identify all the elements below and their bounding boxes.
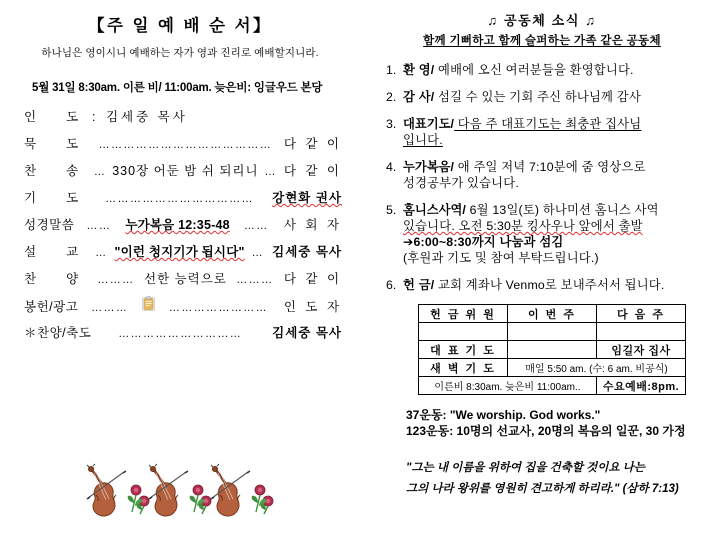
- news-item-body: [403, 116, 710, 148]
- table-cell: 새 벽 기 도: [419, 359, 508, 377]
- order-row: [24, 269, 342, 296]
- news-item-slash: /: [462, 203, 467, 217]
- order-row-dots: …: [93, 166, 107, 178]
- table-cell: [419, 323, 508, 341]
- table-cell: [508, 341, 597, 359]
- order-row-dots: ………: [236, 274, 274, 286]
- news-item-number: 6.: [386, 278, 397, 292]
- news-item-number: 3.: [386, 117, 397, 131]
- news-item-slash: /: [450, 160, 455, 174]
- news-item-slash: /: [430, 90, 435, 104]
- table-row: [419, 341, 686, 359]
- news-item-text: 예배에 오신 여러분들을 환영합니다.: [434, 63, 634, 77]
- order-row-value: 사 회 자: [283, 218, 342, 232]
- table-cell: 이른비 8:30am. 늦은비 11:00am..: [419, 377, 597, 395]
- table-cell: [597, 323, 686, 341]
- order-row-dots: ……: [86, 220, 112, 232]
- slogan-line: 123운동: 10명의 선교사, 20명의 복음의 일꾼, 30 가정: [406, 424, 686, 438]
- verse-line: "그는 내 이름을 위하여 집을 건축할 것이요 나는: [406, 462, 645, 474]
- order-row: [24, 296, 342, 323]
- news-item-number: 5.: [386, 203, 397, 217]
- order-row-value: 다 같 이: [283, 272, 343, 286]
- news-item-continuation: 성경공부가 있습니다.: [403, 176, 519, 190]
- order-row-value: 다 같 이: [283, 164, 342, 178]
- order-row-dots: …: [251, 247, 265, 259]
- news-item-keyword: 대표기도: [403, 117, 451, 131]
- worship-order-list: [24, 107, 342, 350]
- news-item-slash: /: [430, 278, 435, 292]
- news-item-body: [403, 202, 710, 266]
- community-news-subtitle: 함께 기뻐하고 함께 슬퍼하는 가족 같은 공동체: [423, 35, 661, 47]
- news-item: [386, 159, 710, 191]
- news-item-continuation: ➔6:00~8:30까지 나눔과 섬김: [403, 235, 564, 249]
- news-item-number: 1.: [386, 63, 397, 77]
- order-row-label: 찬 송: [24, 164, 79, 178]
- table-cell: [508, 323, 597, 341]
- table-row: [419, 377, 686, 395]
- bible-verse-block: [406, 458, 710, 500]
- table-header-row: [419, 305, 686, 323]
- order-row-label: 봉헌/광고: [24, 300, 79, 314]
- news-item-keyword: 홈니스사역: [403, 203, 463, 217]
- news-item: [386, 277, 710, 293]
- order-row-label: 묵 도: [24, 137, 79, 151]
- violin-roses-decoration: [86, 462, 286, 526]
- news-item-continuation: 입니다.: [403, 133, 443, 147]
- news-item-keyword: 감 사: [403, 90, 431, 104]
- table-cell: 매일 5:50 am. (수: 6 am. 비공식): [508, 359, 686, 377]
- worship-order-subtitle: 하나님은 영이시니 예배하는 자가 영과 진리로 예배할지니라.: [41, 47, 319, 59]
- order-row: [24, 242, 342, 269]
- order-row: [24, 323, 342, 350]
- order-row: [24, 161, 342, 188]
- verse-line: 그의 나라 왕위를 영원히 견고하게 하리라." (삼하 7:13): [406, 483, 679, 495]
- table-cell: 임길자 집사: [597, 341, 686, 359]
- order-row-dots: ……………………………………: [98, 139, 273, 151]
- order-row-value: 김세중 목사: [105, 110, 188, 124]
- order-row-dots: ………: [91, 302, 129, 314]
- news-item-text: 교회 계좌나 Venmo로 보내주서서 됩니다.: [434, 278, 665, 292]
- news-item: [386, 89, 710, 105]
- order-row-detail: 330장 어둔 밤 쉬 되리니: [112, 164, 259, 178]
- service-datetime-line: 5월 31일 8:30am. 이른 비/ 11:00am. 늦은비: 잉글우드 본당: [32, 82, 323, 94]
- order-row-value: 강현화 권사: [272, 191, 342, 205]
- order-row-dots: ……: [243, 220, 269, 232]
- order-row: [24, 215, 342, 242]
- news-item-slash: /: [430, 63, 435, 77]
- news-item-number: 2.: [386, 90, 397, 104]
- table-header-cell: 이 번 주: [508, 305, 597, 323]
- order-row-label: 찬 양: [24, 272, 79, 286]
- table-cell: 대 표 기 도: [419, 341, 508, 359]
- news-item-continuation: 있습니다. 오전 5:30분 킹사우나 앞에서 출발: [403, 219, 643, 233]
- news-item-text: 애 주일 저녁 7:10분에 줌 영상으로: [454, 160, 646, 174]
- order-row-detail: "이런 청지기가 됩시다": [114, 245, 245, 259]
- news-item-text: 다음 주 대표기도는 최충관 집사님: [454, 117, 642, 131]
- news-item-text: 6월 13일(토) 하나미션 홈니스 사역: [466, 203, 659, 217]
- news-item: [386, 116, 710, 148]
- order-row-dots: ………: [97, 274, 135, 286]
- order-row-detail: 선한 능력으로: [143, 272, 227, 286]
- order-row-label: 성경말씀: [24, 218, 75, 232]
- slogan-line: 37운동: "We worship. God works.": [406, 408, 601, 422]
- order-row-value: 김세중 목사: [272, 326, 342, 340]
- news-item-slash: /: [450, 117, 455, 131]
- table-header-cell: 헌 금 위 원: [419, 305, 508, 323]
- table-cell: 수요예배:8pm.: [597, 377, 686, 395]
- news-item-body: [403, 89, 710, 105]
- order-row-dots: …………………………: [118, 328, 243, 340]
- clipboard-icon: [142, 296, 155, 311]
- order-row-label: 인 도: [24, 110, 79, 124]
- news-item-number: 4.: [386, 160, 397, 174]
- news-item-body: [403, 62, 710, 78]
- community-news-list: [386, 62, 710, 293]
- news-item-text: 섬길 수 있는 기회 주신 하나님께 감사: [434, 90, 641, 104]
- order-row-separator: :: [92, 110, 97, 124]
- order-row-detail: 누가복음 12:35-48: [125, 218, 230, 232]
- worship-order-title: 【주 일 예 배 순 서】: [87, 17, 273, 35]
- news-item-keyword: 환 영: [403, 63, 431, 77]
- order-row-label: 설 교: [24, 245, 79, 259]
- order-row: [24, 134, 342, 161]
- news-item: [386, 62, 710, 78]
- news-item-body: [403, 277, 710, 293]
- news-item-body: [403, 159, 710, 191]
- order-row: [24, 107, 342, 134]
- order-row-dots: …: [95, 247, 108, 259]
- duty-roster-table: [418, 304, 686, 395]
- order-row-dots: …: [264, 166, 277, 178]
- table-row: [419, 359, 686, 377]
- order-row-value: 다 같 이: [283, 137, 342, 151]
- order-row-dots: ……………………: [168, 302, 269, 314]
- news-item-continuation: (후원과 기도 및 참여 부탁드립니다.): [403, 251, 599, 265]
- table-header-cell: 다 음 주: [597, 305, 686, 323]
- order-row-label: 기 도: [24, 191, 79, 205]
- table-row: [419, 323, 686, 341]
- news-item-keyword: 누가복음: [403, 160, 451, 174]
- news-item-keyword: 헌 금: [403, 278, 431, 292]
- news-item: [386, 202, 710, 266]
- order-row-value: 인 도 자: [283, 300, 343, 314]
- slogan-block: [406, 407, 710, 439]
- order-row-dots: ………………………………: [105, 193, 254, 205]
- order-row-label: ＊찬양/축도: [24, 326, 92, 340]
- order-row-value: 김세중 목사: [272, 245, 342, 259]
- order-row: [24, 188, 342, 215]
- community-news-column: [360, 0, 720, 540]
- community-news-title: ♫ 공동체 소식 ♫: [487, 13, 597, 28]
